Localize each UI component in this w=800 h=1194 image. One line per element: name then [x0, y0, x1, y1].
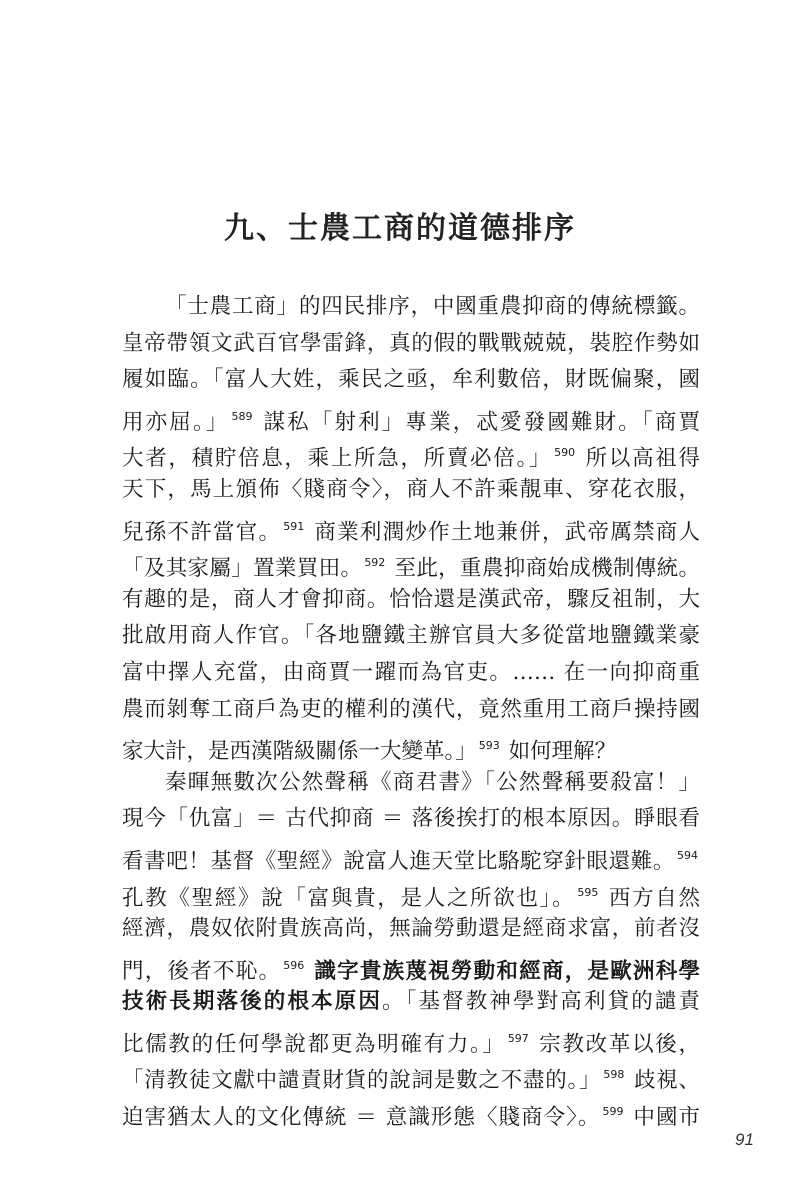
footnote-marker: 593	[478, 739, 500, 753]
text-line: 孔教《聖經》說「富與貴，是人之所欲也」。 $^{595}$ 西方自然	[122, 885, 700, 911]
footnote-marker: 599	[602, 1105, 624, 1119]
chapter-title: 九、士農工商的道德排序	[224, 211, 576, 246]
footnote-marker: 592	[364, 556, 386, 570]
text-line: 技術長期落後的根本原因。「基督教神學對高利貸的譴責	[122, 989, 700, 1015]
footnote-marker: 589	[231, 409, 253, 423]
text-line: 用亦屈。」 $^{589}$ 謀私「射利」專業，忒愛發國難財。「商賈	[122, 409, 700, 435]
text-line: 「士農工商」的四民排序，中國重農抑商的傳統標籤。	[165, 294, 700, 319]
text-line: 比儒教的任何學說都更為明確有力。」 $^{597}$ 宗教改革以後，	[122, 1031, 700, 1057]
text-line: 有趣的是，商人才會抑商。恰恰還是漢武帝，驟反祖制，大	[122, 586, 700, 612]
text-line: 農而剝奪工商戶為吏的權利的漢代，竟然重用工商戶操持國	[122, 696, 700, 722]
text-line: 批啟用商人作官。「各地鹽鐵主辦官員大多從當地鹽鐵業豪	[122, 623, 700, 649]
page-number: 91	[735, 1130, 754, 1149]
text-line: 家大計，是西漢階級關係一大變革。」 $^{593}$ 如何理解？	[122, 739, 617, 765]
emphasized-text: 技術長期落後的根本原因	[122, 989, 382, 1015]
text-line: 履如臨。「富人大姓，乘民之亟，牟利數倍，財既偏聚，國	[122, 367, 700, 393]
text-line: 「清教徒文獻中譴責財貨的說詞是數之不盡的。」 $^{598}$ 歧視、	[122, 1068, 700, 1094]
body-text	[122, 289, 700, 1131]
text-line: 秦暉無數次公然聲稱《商君書》「公然聲稱要殺富！」	[165, 769, 700, 795]
emphasized-text: 識字貴族蔑視勞動和經商，是歐洲科學	[314, 958, 700, 984]
footnote-marker: 590	[554, 446, 576, 460]
footnote-marker: 595	[577, 885, 599, 899]
footnote-marker: 597	[507, 1031, 529, 1045]
footnote-marker: 591	[283, 519, 305, 533]
text-line: 大者，積貯倍息，乘上所急，所賣必倍。」 $^{590}$ 所以高祖得	[122, 446, 700, 472]
text-line: 門，後者不恥。 $^{596}$ 識字貴族蔑視勞動和經商，是歐洲科學	[122, 958, 700, 984]
text-line: 迫害猶太人的文化傳統 ＝ 意識形態〈賤商令〉。 $^{599}$ 中國市	[122, 1105, 700, 1131]
text-line: 兒孫不許當官。 $^{591}$ 商業利潤炒作土地兼併，武帝厲禁商人	[122, 519, 700, 545]
footnote-marker: 596	[283, 958, 305, 972]
text-line: 經濟，農奴依附貴族高尚，無論勞動還是經商求富，前者沒	[122, 916, 700, 942]
text-line: 天下，馬上頒佈〈賤商令〉，商人不許乘靚車、穿花衣服，	[122, 476, 700, 502]
text-line: 現今「仇富」＝ 古代抑商 ＝ 落後挨打的根本原因。睜眼看	[122, 806, 700, 832]
text-line: 富中擇人充當，由商賈一躍而為官吏。…… 在一向抑商重	[122, 659, 700, 685]
text-line: 看書吧！基督《聖經》說富人進天堂比駱駝穿針眼還難。 $^{594}$	[122, 848, 698, 874]
text-line: 「及其家屬」置業買田。 $^{592}$ 至此，重農抑商始成機制傳統。	[122, 556, 700, 582]
text-line: 皇帝帶領文武百官學雷鋒，真的假的戰戰兢兢，裝腔作勢如	[122, 330, 700, 356]
footnote-marker: 598	[603, 1068, 625, 1082]
footnote-marker: 594	[677, 848, 698, 862]
